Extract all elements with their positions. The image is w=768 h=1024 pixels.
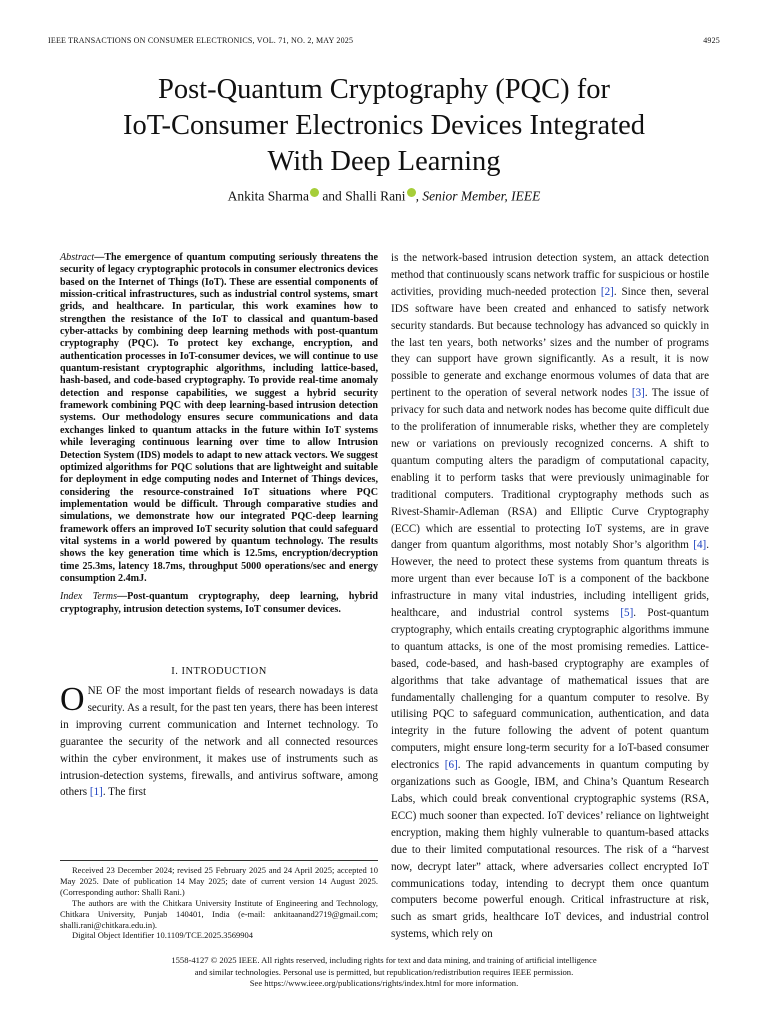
journal-header: IEEE TRANSACTIONS ON CONSUMER ELECTRONICS, VOL. 71, NO. 2, MAY 2025 <box>48 36 354 45</box>
intro-smallcaps: NE OF <box>87 684 121 697</box>
orcid-icon[interactable] <box>407 188 416 197</box>
paper-title <box>60 72 708 180</box>
copyright-line-2: and similar technologies. Personal use is permitted, but republication/redistribution requires IEEE permission. <box>194 966 574 977</box>
introduction-paragraph <box>60 680 378 801</box>
citation-link-4[interactable]: [4] <box>693 539 707 552</box>
title-line-3: With Deep Learning <box>267 146 501 177</box>
abstract <box>60 252 378 585</box>
running-header <box>48 36 720 45</box>
doi-footnote: Digital Object Identifier 10.1109/TCE.2025.3569904 <box>72 930 253 941</box>
body-text: . The rapid advancements in quantum computing by organizations such as Google, IBM, and China’s Quantum Research Labs, which could break conventional cryptographic systems (RSA, ECC) much sooner than expected. IoT devices’ reliance on lightweight encryption, making them highly vulnerable to quantum-based attacks due to their limited computational resources. The risk of a “harvest now, decrypt later” attack, where adversaries collect encrypted IoT communications today, intending to decrypt them once quantum computers become powerful enough. Critical infrastructure at risk, such as smart grids, healthcare IoT devices, and industrial control systems, which rely on <box>391 759 709 941</box>
citation-link-2[interactable]: [2] <box>600 285 614 298</box>
index-terms-text: —Post-quantum cryptography, deep learning, hybrid cryptography, intrusion detection systems, IoT consumer devices. <box>60 591 378 615</box>
body-text: . However, the need to protect these systems from quantum threats is more urgent than ever because IoT is a component of the backbone infrastructure in many vital industries, including intelligent grids, healthcare, and industrial control systems <box>391 539 709 620</box>
page-number: 4925 <box>703 36 720 45</box>
body-text: is the network-based intrusion detection system, an attack detection method that continuously scans network traffic for suspicious or hostile activities, providing much-needed protection <box>391 252 709 298</box>
abstract-text: —The emergence of quantum computing seriously threatens the security of legacy cryptographic protocols in consumer electronics devices based on the Internet of Things (IoT). These are essential components of mission-critical infrastructures, such as industrial control systems, smart grids, and healthcare. In particular, this work examines how to strengthen the resistance of the IoT to classical and quantum-based cyber-attacks by combining deep learning methods with post-quantum cryptography (PQC). To protect key exchange, encryption, and authentication processes in IoT-consumer devices, we will continue to use quantum-resistant cryptographic algorithms, including lattice-based, hash-based, and code-based cryptography. To provide real-time anomaly detection and response capabilities, we suggest a hybrid security framework combining PQC with deep learning-based intrusion detection systems. Our methodology ensures secure communications and data exchanges linked to quantum attacks in the future within IoT systems while leveraging continuous learning over time to allow Intrusion Detection System (IDS) models to adapt to new attack vectors. We suggest optimized algorithms for PQC solutions that are lightweight and suitable for deployment in edge computing nodes and Internet of Things devices, considering the resource-constrained IoT situations where PQC implementation would be difficult. Through comparative studies and simulations, we demonstrate how our integrated PQC-deep learning framework offers an improved IoT security solution that could safeguard vital systems in a world powered by quantum technology. The results shows the key generation time which is 12.5ms, encryption/decryption time 25.3ms, latency 18.7ms, throughput 5000 operations/sec and energy consumption 2.4mJ. <box>60 252 378 584</box>
title-line-2: IoT-Consumer Electronics Devices Integrated <box>122 110 646 141</box>
copyright-line-3: See https://www.ieee.org/publications/rights/index.html for more information. <box>249 978 519 989</box>
orcid-icon[interactable] <box>310 188 319 197</box>
index-terms <box>60 591 378 616</box>
author-2-title: , Senior Member, IEEE <box>415 188 541 204</box>
citation-link-5[interactable]: [5] <box>620 607 634 620</box>
copyright-notice <box>60 955 708 990</box>
left-column <box>60 252 378 801</box>
title-line-1: Post-Quantum Cryptography (PQC) for <box>157 74 610 105</box>
abstract-label: Abstract <box>60 252 95 263</box>
citation-link-1[interactable]: [1] <box>89 786 103 799</box>
citation-link-3[interactable]: [3] <box>631 387 645 400</box>
author-connector: and <box>318 188 346 204</box>
citation-link-6[interactable]: [6] <box>444 759 458 772</box>
intro-text: the most important fields of research nowadays is data security. As a result, for the past ten years, there has been interest in improving current communication and Internet technology. To guarantee the security of the network and all connected resources within the cyber environment, it makes use of instruments such as intrusion-detection systems, firewalls, and antivirus software, among others <box>60 684 378 799</box>
copyright-line-1: 1558-4127 © 2025 IEEE. All rights reserved, including rights for text and data mining, and training of artificial intelligence <box>171 955 597 965</box>
intro-text-end: . The first <box>102 786 147 799</box>
affiliation-footnote: The authors are with the Chitkara University Institute of Engineering and Technology, Chitkara University, Punjab 140401, India (e-mail: ankitaanand2719@gmail.com; shalli.rani@chitkara.edu.in). <box>60 897 378 930</box>
body-text: . Post-quantum cryptography, which entails creating cryptographic algorithms immune to quantum attacks, is one of the most promising remedies. Lattice-based, code-based, and hash-based cryptography are examples of algorithms that take advantage of mathematical issues that are fundamentally challenging for a quantum computer to resolve. By utilising PQC to safeguard communication, authentication, and data integrity in the future following the advent of potent quantum computers, might ensure long-term security for a IoT-based consumer electronics <box>391 607 709 772</box>
body-text: . The issue of privacy for such data and network nodes has become quite difficult due to the proliferation of innumerable risks, whether they are completely new or variations on previously recognized concerns. A shift to quantum computing alters the paradigm of computational capacity, enabling it to perform tasks that were previously unimaginable for traditional computers. Traditional cryptography methods such as Rivest-Shamir-Adleman (RSA) and Elliptic Curve Cryptography (ECC) which are essential to protecting IoT systems, are in grave danger from quantum algorithms, most notably Shor’s algorithm <box>391 387 709 552</box>
footnotes <box>60 860 378 941</box>
received-footnote: Received 23 December 2024; revised 25 February 2025 and 24 April 2025; accepted 10 May 2025. Date of publication 14 May 2025; date of current version 14 August 2025. (Corresponding author: Shalli Rani.) <box>60 865 378 897</box>
right-column-paragraph <box>391 250 709 943</box>
drop-cap: O <box>60 680 85 718</box>
author-line <box>0 186 768 205</box>
right-column <box>391 250 709 943</box>
section-heading-introduction: I. INTRODUCTION <box>171 665 267 677</box>
author-1-name: Ankita Sharma <box>227 188 309 204</box>
body-text: . Since then, several IDS software have been created and enhanced to satisfy network security standards. But because technology has advanced so quickly in the last ten years, both networks’ sizes and the number of programs they can support have grown significantly. As a result, it is now possible to generate and exchange enormous volumes of data that are pertinent to the operation of several network nodes <box>391 285 709 400</box>
index-terms-label: Index Terms <box>60 591 118 603</box>
author-2-name: Shalli Rani <box>345 188 406 204</box>
